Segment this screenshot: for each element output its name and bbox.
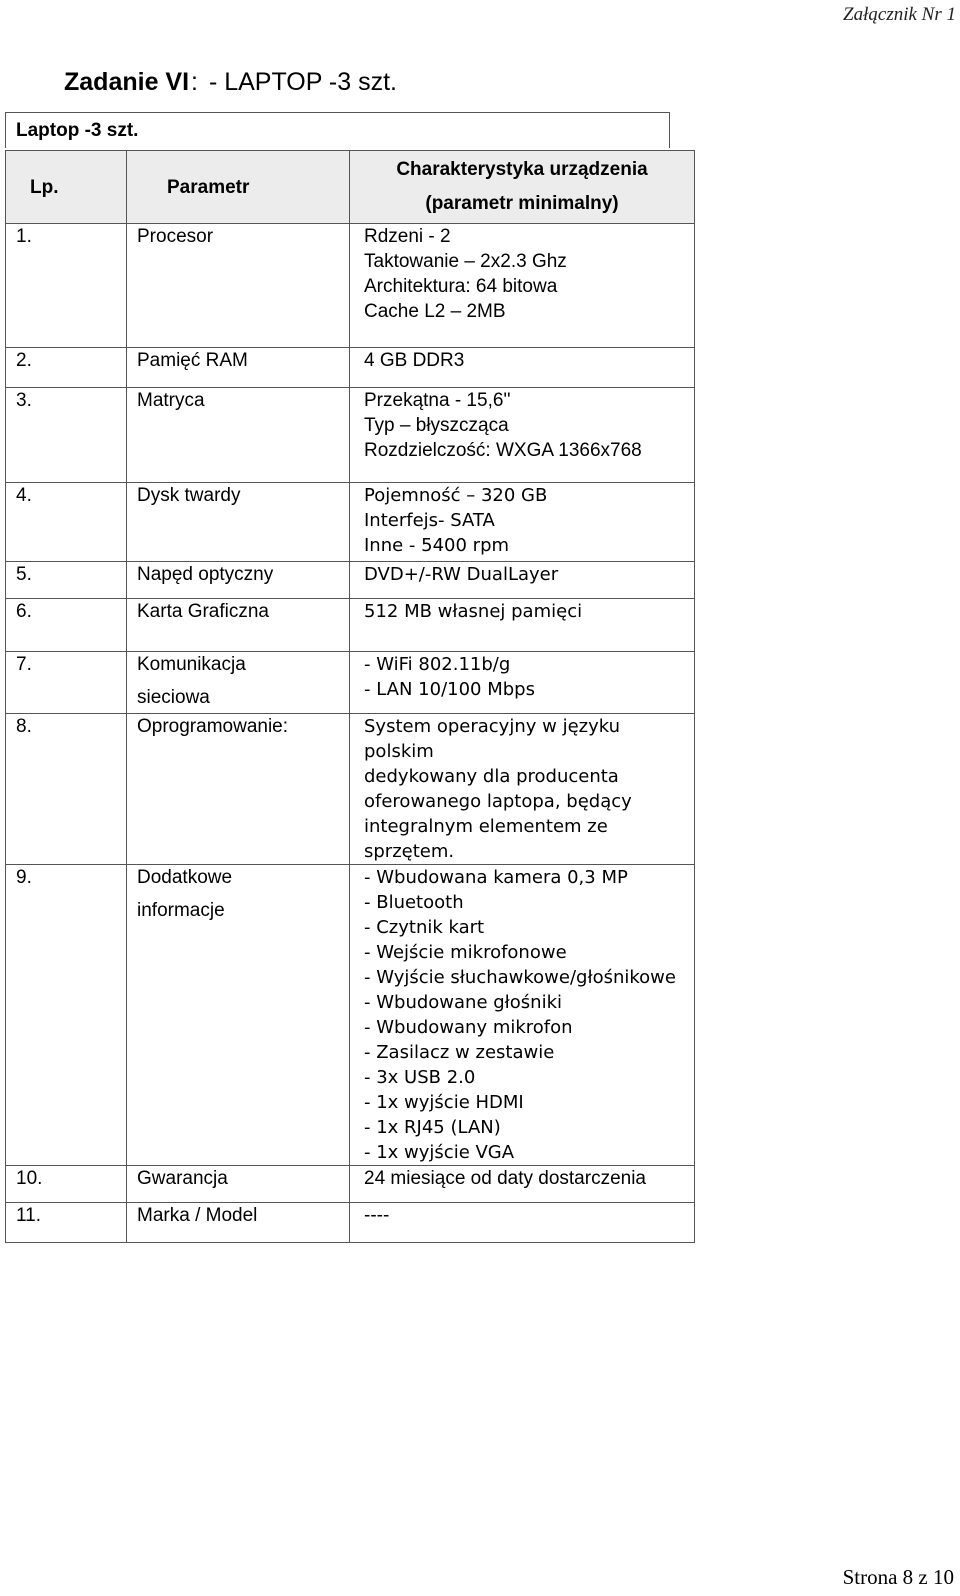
row-value <box>350 599 695 652</box>
row-parameter: Matryca <box>127 388 350 483</box>
table-row <box>6 562 695 599</box>
value-line: - Bluetooth <box>364 892 464 913</box>
row-parameter: Marka / Model <box>127 1203 350 1243</box>
value-line: oferowanego laptopa, będący <box>364 791 632 812</box>
table-row <box>6 865 695 1166</box>
row-parameter <box>127 865 350 1166</box>
value-line: dedykowany dla producenta <box>364 766 619 787</box>
header-lp: Lp. <box>6 151 127 224</box>
value-line: - Wbudowany mikrofon <box>364 1017 573 1038</box>
row-parameter: Karta Graficzna <box>127 599 350 652</box>
value-line: 4 GB DDR3 <box>364 350 465 371</box>
value-line: System operacyjny w języku polskim <box>364 716 621 762</box>
table-row <box>6 224 695 348</box>
value-line: - Wejście mikrofonowe <box>364 942 567 963</box>
parameter-line: informacje <box>137 900 225 921</box>
value-line: DVD+/-RW DualLayer <box>364 564 559 585</box>
header-char-line2: (parametr minimalny) <box>425 193 619 214</box>
table-row <box>6 348 695 388</box>
value-line: integralnym elementem ze sprzętem. <box>364 816 608 862</box>
table-row <box>6 483 695 562</box>
value-line: Pojemność – 320 GB <box>364 485 548 506</box>
row-value <box>350 652 695 714</box>
row-parameter <box>127 652 350 714</box>
table-row <box>6 1203 695 1243</box>
row-parameter: Dysk twardy <box>127 483 350 562</box>
value-line: Architektura: 64 bitowa <box>364 276 558 297</box>
row-lp: 3. <box>6 388 127 483</box>
value-line: Interfejs- SATA <box>364 510 495 531</box>
header-parametr: Parametr <box>127 151 350 224</box>
value-line: Taktowanie – 2x2.3 Ghz <box>364 251 567 272</box>
parameter-line: Komunikacja <box>137 654 246 675</box>
header-characteristics <box>350 151 695 224</box>
task-number: Zadanie VI <box>64 68 190 96</box>
table-row <box>6 388 695 483</box>
row-lp: 4. <box>6 483 127 562</box>
value-line: - WiFi 802.11b/g <box>364 654 511 675</box>
value-line: Cache L2 – 2MB <box>364 301 506 322</box>
row-lp: 7. <box>6 652 127 714</box>
page-number: Strona 8 z 10 <box>842 1565 954 1589</box>
value-line: ---- <box>364 1205 390 1226</box>
table-row <box>6 1166 695 1203</box>
value-line: - Czytnik kart <box>364 917 485 938</box>
row-parameter: Pamięć RAM <box>127 348 350 388</box>
section-header: Laptop -3 szt. <box>5 112 670 148</box>
table-row <box>6 599 695 652</box>
row-value <box>350 348 695 388</box>
row-lp: 11. <box>6 1203 127 1243</box>
row-value <box>350 562 695 599</box>
parameter-line: Dodatkowe <box>137 867 233 888</box>
page-title: Zadanie VI: - LAPTOP -3 szt. <box>64 68 397 96</box>
table-header-row <box>6 151 695 224</box>
row-parameter: Oprogramowanie: <box>127 714 350 865</box>
row-lp: 1. <box>6 224 127 348</box>
value-line: Przekątna - 15,6'' <box>364 390 511 411</box>
value-line: - 1x RJ45 (LAN) <box>364 1117 501 1138</box>
parameter-line: sieciowa <box>137 687 210 708</box>
value-line: Rdzeni - 2 <box>364 226 451 247</box>
row-value <box>350 388 695 483</box>
value-line: Typ – błyszcząca <box>364 415 509 436</box>
row-parameter: Napęd optyczny <box>127 562 350 599</box>
value-line: - Wbudowane głośniki <box>364 992 563 1013</box>
value-line: - Wbudowana kamera 0,3 MP <box>364 867 628 888</box>
value-line: - LAN 10/100 Mbps <box>364 679 535 700</box>
value-line: 512 MB własnej pamięci <box>364 601 583 622</box>
row-parameter: Procesor <box>127 224 350 348</box>
row-value <box>350 224 695 348</box>
row-lp: 2. <box>6 348 127 388</box>
row-value <box>350 1166 695 1203</box>
value-line: - 3x USB 2.0 <box>364 1067 476 1088</box>
value-line: - Zasilacz w zestawie <box>364 1042 555 1063</box>
value-line: Rozdzielczość: WXGA 1366x768 <box>364 440 642 461</box>
value-line: Inne - 5400 rpm <box>364 535 510 556</box>
value-line: - 1x wyjście HDMI <box>364 1092 524 1113</box>
table-row <box>6 652 695 714</box>
table-row <box>6 714 695 865</box>
row-lp: 6. <box>6 599 127 652</box>
row-lp: 9. <box>6 865 127 1166</box>
table-body <box>6 224 695 1243</box>
row-value <box>350 714 695 865</box>
row-value <box>350 865 695 1166</box>
value-line: - 1x wyjście VGA <box>364 1142 515 1163</box>
value-line: - Wyjście słuchawkowe/głośnikowe <box>364 967 676 988</box>
value-line: 24 miesiące od daty dostarczenia <box>364 1168 646 1189</box>
header-char-line1: Charakterystyka urządzenia <box>396 159 648 180</box>
row-parameter: Gwarancja <box>127 1166 350 1203</box>
annex-label: Załącznik Nr 1 <box>843 4 956 25</box>
task-subject: - LAPTOP -3 szt. <box>208 68 397 96</box>
row-lp: 5. <box>6 562 127 599</box>
row-lp: 8. <box>6 714 127 865</box>
row-lp: 10. <box>6 1166 127 1203</box>
spec-table <box>5 150 695 1243</box>
row-value <box>350 1203 695 1243</box>
row-value <box>350 483 695 562</box>
